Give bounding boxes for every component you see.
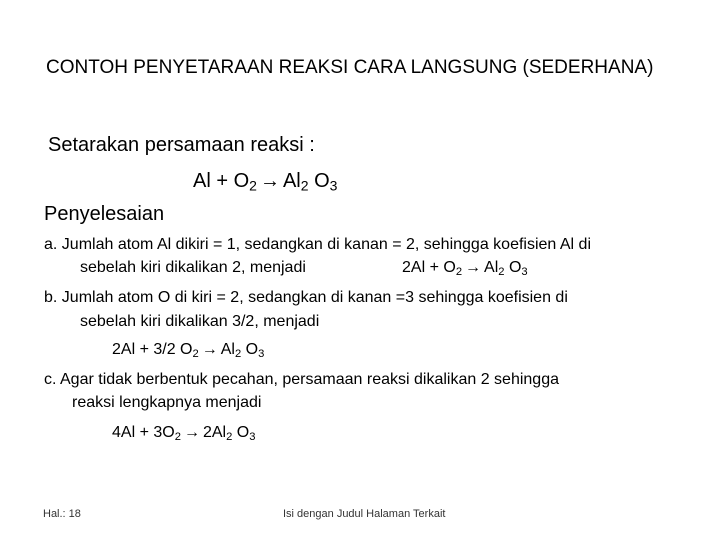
main-equation xyxy=(193,170,337,193)
eq-subscript: 2 xyxy=(300,177,309,194)
eq-product: O xyxy=(314,170,330,192)
eq-product: O xyxy=(508,259,522,276)
step-c-line2: reaksi lengkapnya menjadi xyxy=(72,394,262,411)
arrow-icon: → xyxy=(259,170,280,192)
step-c-equation xyxy=(112,424,255,442)
eq-product: 2Al xyxy=(202,424,227,441)
eq-subscript: 3 xyxy=(329,177,338,194)
step-a-equation xyxy=(402,259,528,277)
eq-subscript: 2 xyxy=(455,265,463,278)
eq-subscript: 2 xyxy=(226,430,233,443)
eq-reactants: 4Al + 3O xyxy=(112,424,175,441)
step-b-line2: sebelah kiri dikalikan 3/2, menjadi xyxy=(80,313,320,330)
arrow-icon: → xyxy=(183,424,200,441)
footer-caption: Isi dengan Judul Halaman Terkait xyxy=(283,508,446,520)
eq-subscript: 3 xyxy=(521,265,528,278)
eq-reactants: Al + O xyxy=(193,170,250,192)
step-a-line1: a. Jumlah atom Al dikiri = 1, sedangkan di kanan = 2, sehingga koefisien Al di xyxy=(44,236,592,253)
page-title: CONTOH PENYETARAAN REAKSI CARA LANGSUNG (SEDERHANA) xyxy=(46,57,654,78)
eq-subscript: 3 xyxy=(249,430,256,443)
arrow-icon: → xyxy=(201,341,218,358)
eq-reactants: 2Al + 3/2 O xyxy=(112,341,193,358)
step-c-line1: c. Agar tidak berbentuk pecahan, persamaan reaksi dikalikan 2 sehingga xyxy=(44,371,559,388)
step-a-line2: sebelah kiri dikalikan 2, menjadi xyxy=(80,259,306,276)
eq-product: Al xyxy=(282,170,301,192)
step-b-line1: b. Jumlah atom O di kiri = 2, sedangkan di kanan =3 sehingga koefisien di xyxy=(44,289,568,306)
eq-subscript: 2 xyxy=(174,430,181,443)
eq-subscript: 3 xyxy=(258,347,265,360)
eq-product: Al xyxy=(220,341,235,358)
eq-product: O xyxy=(236,424,250,441)
eq-subscript: 2 xyxy=(192,347,199,360)
eq-subscript: 2 xyxy=(498,265,505,278)
eq-subscript: 2 xyxy=(234,347,242,360)
step-b-equation xyxy=(112,341,264,359)
arrow-icon: → xyxy=(465,259,482,276)
eq-reactants: 2Al + O xyxy=(402,259,456,276)
instruction-text: Setarakan persamaan reaksi : xyxy=(48,134,315,156)
footer-page-number: Hal.: 18 xyxy=(43,508,81,520)
eq-subscript: 2 xyxy=(249,177,257,194)
eq-product: Al xyxy=(484,259,499,276)
eq-product: O xyxy=(245,341,259,358)
solution-heading: Penyelesaian xyxy=(44,203,165,225)
